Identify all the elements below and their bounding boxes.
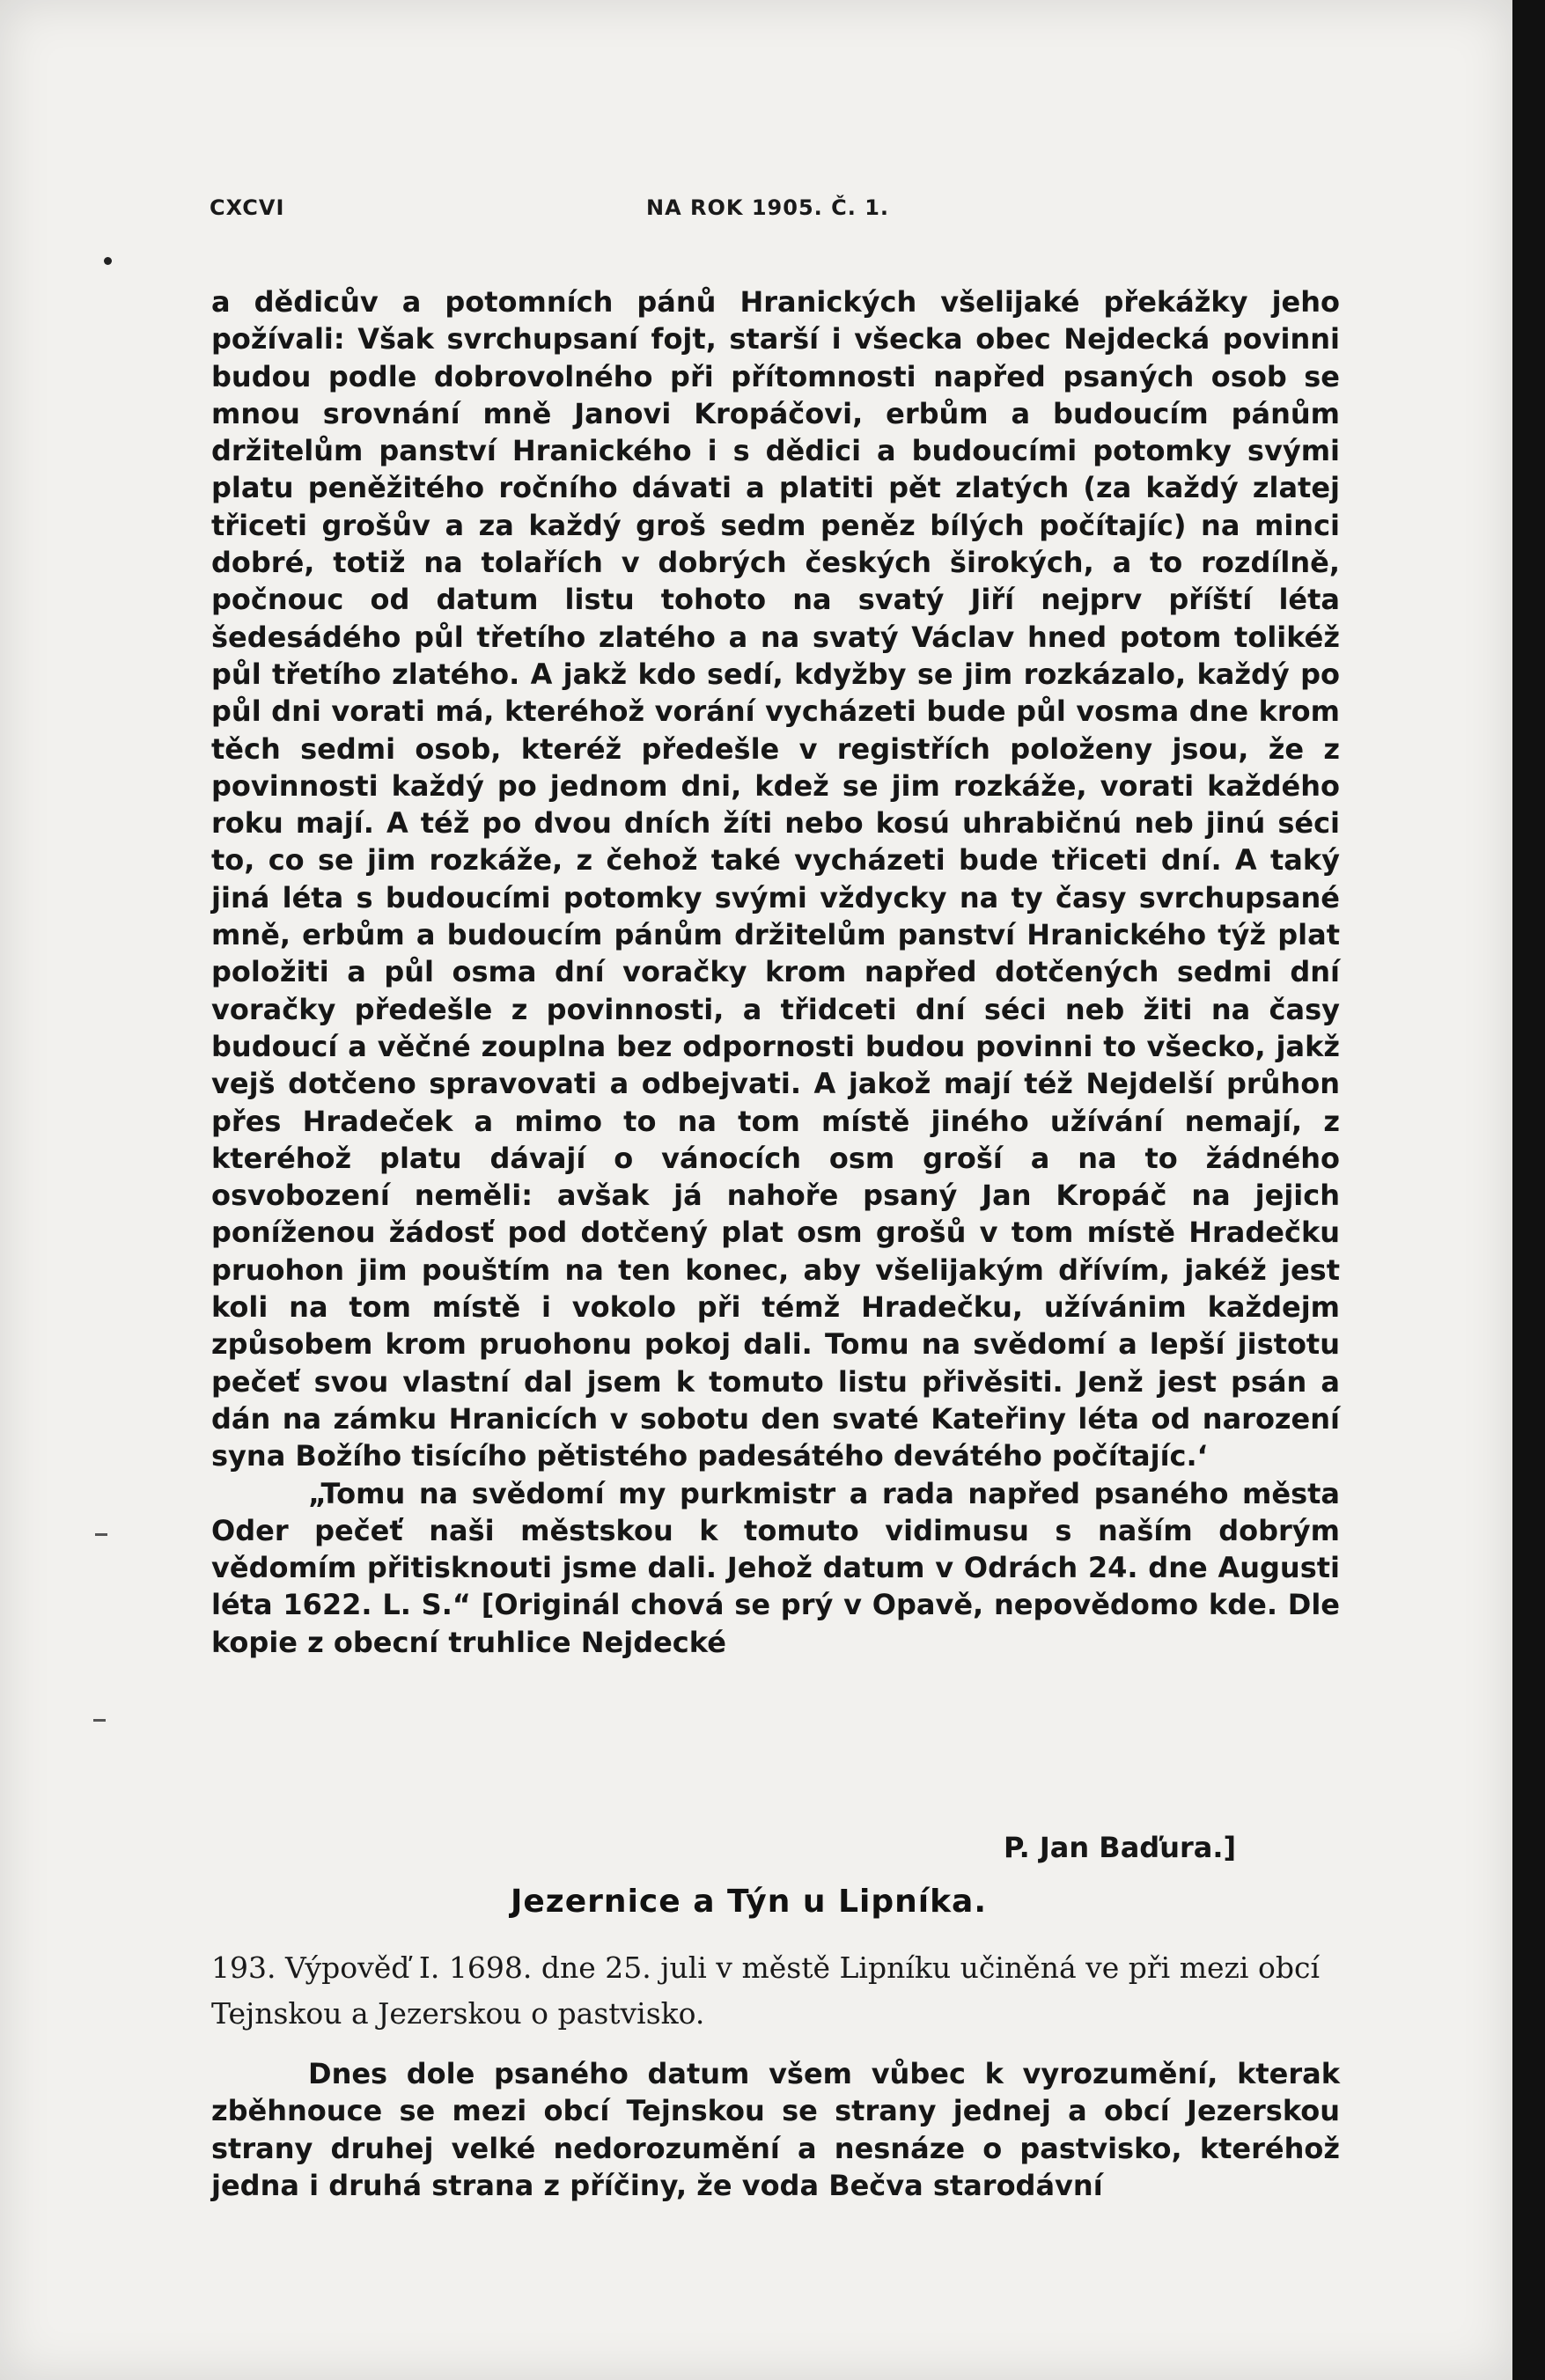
- intro-paragraph: [211, 2055, 1340, 2204]
- main-text-block: [211, 283, 1340, 1661]
- intro-text: Dnes dole psaného datum všem vůbec k vyrozumění, kterak zběhnouce se mezi obcí Tejnskou se strany jednej a obcí Jezerskou strany druhej velké nedorozumění a nesnáze o pastvisko, kteréhož jedna i druhá strana z příčiny, že voda Bečva starodávní: [211, 2057, 1340, 2202]
- page-number: CXCVI: [210, 195, 285, 220]
- vidimus-paragraph: „Tomu na svědomí my purkmistr a rada napřed psaného města Oder pečeť naši městskou k tomuto vidimusu s naším dobrým vědomím přitisknouti jsme dali. Jehož datum v Odrách 24. dne Augusti léta 1622. L. S.“ [Originál chová se prý v Opavě, nepovědomo kde. Dle kopie z obecní truhlice Nejdecké: [211, 1476, 1340, 1659]
- page-header: [210, 195, 1354, 231]
- section-heading: Jezernice a Týn u Lipníka.: [511, 1884, 988, 1920]
- margin-dot: [104, 257, 112, 265]
- signature: P. Jan Baďura.]: [1004, 1831, 1237, 1864]
- running-title: NA ROK 1905. Č. 1.: [646, 195, 890, 220]
- main-paragraph: a dědicův a potomních pánů Hranických všelijaké překážky jeho požívali: Však svrchupsaní fojt, starší i všecka obec Nejdecká povinni budou podle dobrovolného při přítomnosti napřed psaných osob se mnou srovnání mně Janovi Kropáčovi, erbům a budoucím pánům držitelům panství Hranického i s dědici a budoucími potomky svými platu peněžitého ročního dávati a platiti pět zlatých (za každý zlatej třiceti grošův a za každý groš sedm peněz bílých počítajíc) na minci dobré, totiž na tolařích v dobrých českých širokých, a to rozdílně, počnouc od datum listu tohoto na svatý Jiří nejprv příští léta šedesádého půl třetího zlatého a na svatý Václav hned potom tolikéž půl třetího zlatého. A jakž kdo sedí, kdyžby se jim rozkázalo, každý po půl dni vorati má, kteréhož vorání vycházeti bude půl vosma dne krom těch sedmi osob, kteréž předešle v registřích položeny jsou, že z povinnosti každý po jednom dni, kdež se jim rozkáže, vorati každého roku mají. A též po dvou dních žíti nebo kosú uhrabičnú neb jinú séci to, co se jim rozkáže, z čehož také vycházeti bude třiceti dní. A taký jiná léta s budoucími potomky svými vždycky na ty časy svrchupsané mně, erbům a budoucím pánům držitelům panství Hranického týž plat položiti a půl osma dní voračky krom napřed dotčených sedmi dní voračky předešle z povinnosti, a třidceti dní séci neb žiti na časy budoucí a věčné zouplna bez odpornosti budou povinni to všecko, jakž vejš dotčeno spravovati a odbejvati. A jakož mají též Nejdelší průhon přes Hradeček a mimo to na tom místě jiného užívání nemají, z kteréhož platu dávají o vánocích osm groší a na to žádného osvobození neměli: avšak já nahoře psaný Jan Kropáč na jejich poníženou žádosť pod dotčený plat osm grošů v tom místě Hradečku pruohon jim pouštím na ten konec, aby všelijakým dřívím, jakéž jest koli na tom místě i vokolo při témž Hradečku, užívánim každejm způsobem krom pruohonu pokoj dali. Tomu na svědomí a lepší jistotu pečeť svou vlastní dal jsem k tomuto listu přivěsiti. Jenž jest psán a dán na zámku Hranicích v sobotu den svaté Kateřiny léta od narození syna Božího tisícího pětistého padesátého devátého počítajíc.‘: [211, 285, 1340, 1473]
- scan-edge: [1512, 0, 1545, 2380]
- margin-mark: [93, 1719, 106, 1722]
- margin-mark: [95, 1533, 107, 1536]
- document-title: 193. Výpověď I. 1698. dne 25. juli v městě Lipníku učiněná ve při mezi obcí Tejnskou a Jezerskou o pastvisko.: [211, 1950, 1320, 2031]
